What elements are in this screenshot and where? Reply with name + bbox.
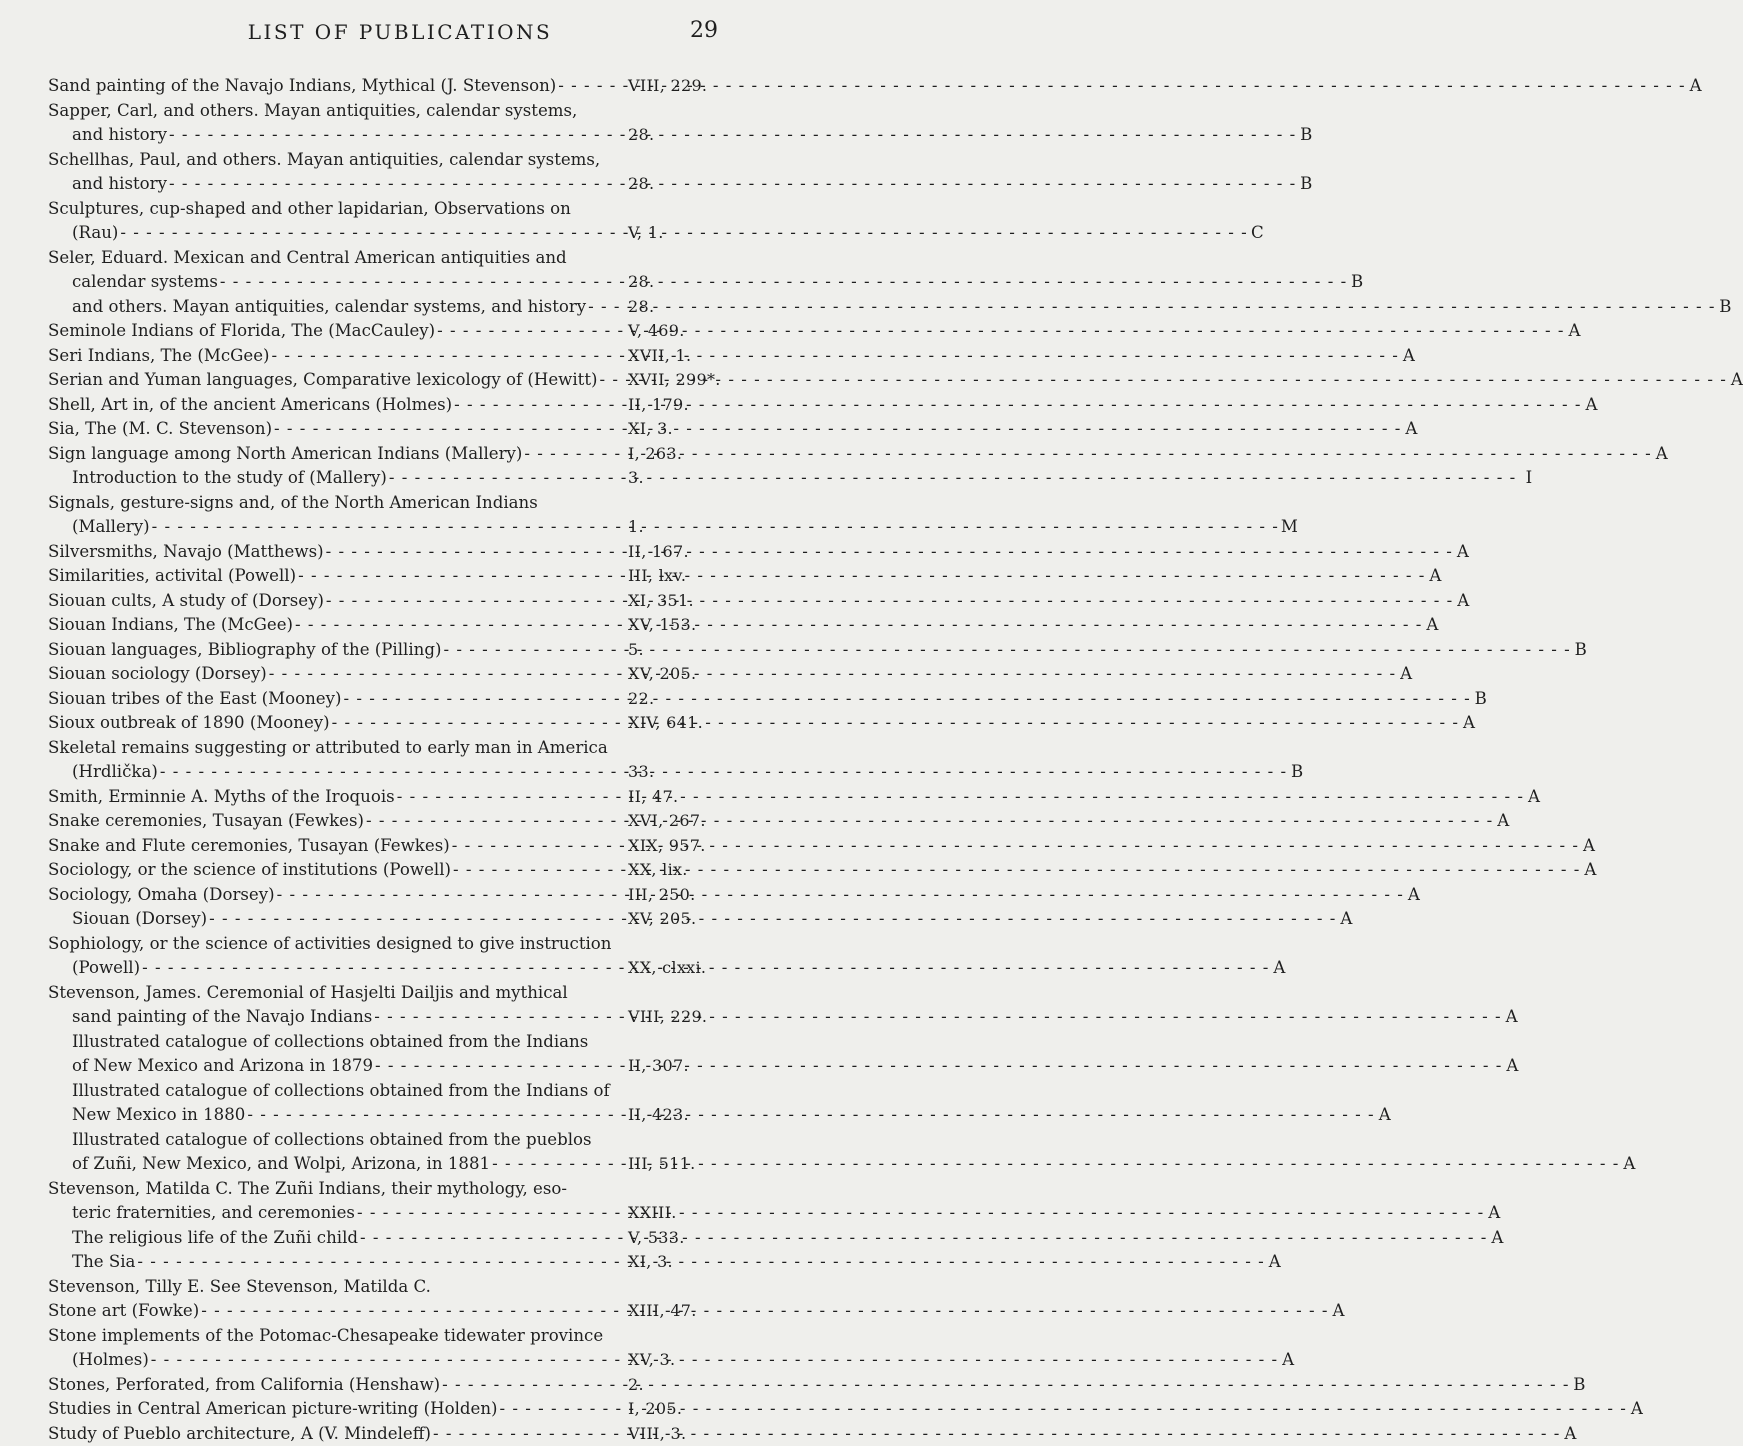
volume-page-reference: XV, 205. — [628, 907, 696, 932]
index-entry — [0, 1201, 800, 1226]
index-entry — [0, 858, 800, 883]
entry-text-block — [48, 442, 618, 467]
volume-page-reference: XV, 205. — [628, 662, 696, 687]
index-entry — [0, 319, 800, 344]
volume-page-reference: III, 511. — [628, 1152, 695, 1177]
entry-text-block — [48, 589, 618, 614]
volume-page-reference: VIII, 229. — [628, 1005, 707, 1030]
index-entry — [0, 564, 800, 589]
index-entry — [0, 785, 800, 810]
series-letter: A — [1495, 809, 1509, 834]
index-entry — [0, 270, 800, 295]
volume-page-reference: XVII, 299*. — [628, 368, 721, 393]
entry-title: (Rau) — [72, 221, 118, 246]
entry-text-block — [72, 907, 618, 932]
entry-text-block — [48, 1177, 626, 1202]
index-entry — [0, 589, 800, 614]
volume-page-reference: 28. — [628, 295, 654, 320]
page — [0, 0, 800, 1344]
dot-leader — [298, 564, 1425, 589]
volume-page-reference: XVI, 267. — [628, 809, 706, 834]
series-letter: A — [1398, 662, 1412, 687]
entry-title: Stevenson, Matilda C. The Zuñi Indians, their mythology, eso- — [48, 1177, 567, 1202]
entry-title: Siouan (Dorsey) — [72, 907, 207, 932]
entry-title: of New Mexico and Arizona in 1879 — [72, 1054, 373, 1079]
entry-text-block — [48, 613, 618, 638]
entry-text-block — [72, 123, 618, 148]
entry-title: Stone implements of the Potomac-Chesapeake tidewater province — [48, 1324, 603, 1349]
dot-leader — [453, 858, 1580, 883]
entry-title: Sculptures, cup-shaped and other lapidarian, Observations on — [48, 197, 571, 222]
entry-text-block — [72, 1103, 618, 1128]
series-letter: A — [1406, 883, 1420, 908]
entry-title: Skeletal remains suggesting or attributed to early man in America — [48, 736, 608, 761]
entry-text-block — [72, 1348, 618, 1373]
entry-title: The religious life of the Zuñi child — [72, 1226, 358, 1251]
entry-title: and history — [72, 123, 167, 148]
entry-title: Seler, Eduard. Mexican and Central American antiquities and — [48, 246, 567, 271]
dot-leader — [152, 515, 1279, 540]
entry-text-block — [48, 883, 618, 908]
index-entry — [0, 1397, 800, 1422]
entry-title: Sia, The (M. C. Stevenson) — [48, 417, 272, 442]
entry-text-block — [72, 1030, 626, 1055]
entry-title: The Sia — [72, 1250, 135, 1275]
volume-page-reference: XXIII. — [628, 1201, 677, 1226]
dot-leader — [443, 638, 1570, 663]
dot-leader — [389, 466, 1516, 491]
index-entry — [0, 1348, 800, 1373]
series-letter: B — [1298, 123, 1312, 148]
index-entry — [0, 1250, 800, 1275]
dot-leader — [452, 834, 1579, 859]
entry-title: Introduction to the study of (Mallery) — [72, 466, 387, 491]
entry-text-block — [48, 344, 618, 369]
dot-leader — [201, 1299, 1328, 1324]
volume-page-reference: II, 167. — [628, 540, 689, 565]
entry-text-block — [48, 197, 626, 222]
dot-leader — [588, 295, 1715, 320]
entry-title: Snake ceremonies, Tusayan (Fewkes) — [48, 809, 364, 834]
entry-title: calendar systems — [72, 270, 218, 295]
series-letter: A — [1331, 1299, 1345, 1324]
entry-title: Sand painting of the Navajo Indians, Mythical (J. Stevenson) — [48, 74, 556, 99]
dot-leader — [151, 1348, 1278, 1373]
entry-title: Siouan languages, Bibliography of the (Pilling) — [48, 638, 441, 663]
series-letter: A — [1455, 589, 1469, 614]
volume-page-reference: XIV, 641. — [628, 711, 703, 736]
index-entry — [0, 1030, 800, 1055]
entry-title: Serian and Yuman languages, Comparative lexicology of (Hewitt) — [48, 368, 598, 393]
entry-title: Sign language among North American Indians (Mallery) — [48, 442, 522, 467]
dot-leader — [326, 589, 1453, 614]
volume-page-reference: XV, 3. — [628, 1348, 675, 1373]
entry-text-block — [48, 687, 618, 712]
entry-title: Signals, gesture-signs and, of the North American Indians — [48, 491, 538, 516]
entry-title: Study of Pueblo architecture, A (V. Mindeleff) — [48, 1422, 431, 1446]
dot-leader — [600, 368, 1727, 393]
volume-page-reference: II, 179. — [628, 393, 689, 418]
page-title: LIST OF PUBLICATIONS — [0, 20, 800, 44]
index-entry — [0, 662, 800, 687]
volume-page-reference: 28. — [628, 172, 654, 197]
volume-page-reference: III, 250. — [628, 883, 695, 908]
volume-page-reference: V, 533. — [628, 1226, 685, 1251]
dot-leader — [272, 344, 1399, 369]
entry-text-block — [72, 172, 618, 197]
entry-text-block — [48, 809, 618, 834]
volume-page-reference: XIII, 47. — [628, 1299, 697, 1324]
index-entry — [0, 466, 800, 491]
volume-page-reference: V, 469. — [628, 319, 685, 344]
entry-title: (Holmes) — [72, 1348, 149, 1373]
volume-page-reference: 33. — [628, 760, 654, 785]
volume-page-reference: XIX, 957. — [628, 834, 706, 859]
entry-text-block — [72, 295, 618, 320]
index-entry — [0, 711, 800, 736]
series-letter: A — [1583, 393, 1597, 418]
entry-text-block — [48, 393, 618, 418]
entry-title: Shell, Art in, of the ancient Americans (Holmes) — [48, 393, 452, 418]
entry-title: Smith, Erminnie A. Myths of the Iroquois — [48, 785, 395, 810]
entry-title: (Mallery) — [72, 515, 150, 540]
entry-text-block — [72, 270, 618, 295]
series-letter: A — [1654, 442, 1668, 467]
entry-title: Illustrated catalogue of collections obtained from the pueblos — [72, 1128, 592, 1153]
series-letter: A — [1562, 1422, 1576, 1446]
entry-title: sand painting of the Navajo Indians — [72, 1005, 372, 1030]
volume-page-reference: XV, 153. — [628, 613, 696, 638]
index-entry — [0, 99, 800, 124]
series-letter: A — [1489, 1226, 1503, 1251]
entry-text-block — [48, 99, 626, 124]
entry-text-block — [48, 1324, 626, 1349]
entry-text-block — [48, 834, 618, 859]
entry-text-block — [72, 1201, 618, 1226]
series-letter: B — [1298, 172, 1312, 197]
entry-title: Stones, Perforated, from California (Henshaw) — [48, 1373, 440, 1398]
index-entry — [0, 246, 800, 271]
index-entry — [0, 981, 800, 1006]
volume-page-reference: XVII, 1. — [628, 344, 691, 369]
dot-leader — [220, 270, 1347, 295]
entry-title: Sociology, or the science of institutions (Powell) — [48, 858, 451, 883]
entry-text-block — [48, 319, 618, 344]
volume-page-reference: I, 263. — [628, 442, 682, 467]
dot-leader — [277, 883, 1404, 908]
running-header — [0, 18, 800, 48]
series-letter: A — [1267, 1250, 1281, 1275]
series-letter: A — [1401, 344, 1415, 369]
index-entry — [0, 736, 800, 761]
entry-text-block — [48, 638, 618, 663]
index-entry — [0, 1324, 800, 1349]
entry-text-block — [72, 1250, 618, 1275]
volume-page-reference: XI, 351. — [628, 589, 694, 614]
entry-text-block — [72, 956, 618, 981]
volume-page-reference: 28. — [628, 123, 654, 148]
series-letter: B — [1289, 760, 1303, 785]
entry-text-block — [48, 785, 618, 810]
dot-leader — [524, 442, 1651, 467]
dot-leader — [169, 123, 1296, 148]
index-entry — [0, 1054, 800, 1079]
entry-text-block — [72, 1128, 626, 1153]
entry-text-block — [48, 736, 626, 761]
dot-leader — [209, 907, 1336, 932]
index-entry — [0, 1128, 800, 1153]
entry-text-block — [48, 417, 618, 442]
publication-index-list — [0, 74, 800, 1446]
entry-title: Seminole Indians of Florida, The (MacCauley) — [48, 319, 435, 344]
dot-leader — [343, 687, 1470, 712]
series-letter: A — [1629, 1397, 1643, 1422]
index-entry — [0, 613, 800, 638]
index-entry — [0, 540, 800, 565]
entry-title: New Mexico in 1880 — [72, 1103, 245, 1128]
entry-text-block — [72, 466, 618, 491]
series-letter: A — [1427, 564, 1441, 589]
entry-text-block — [72, 1054, 618, 1079]
dot-leader — [332, 711, 1459, 736]
volume-page-reference: III, lxv. — [628, 564, 686, 589]
series-letter: A — [1566, 319, 1580, 344]
volume-page-reference: XI, 3. — [628, 1250, 673, 1275]
index-entry — [0, 515, 800, 540]
entry-title: Studies in Central American picture-writing (Holden) — [48, 1397, 498, 1422]
entry-text-block — [48, 148, 626, 173]
index-entry — [0, 491, 800, 516]
volume-page-reference: 1. — [628, 515, 644, 540]
index-entry — [0, 883, 800, 908]
entry-title: teric fraternities, and ceremonies — [72, 1201, 355, 1226]
series-letter: A — [1581, 834, 1595, 859]
dot-leader — [295, 613, 1422, 638]
dot-leader — [375, 1054, 1502, 1079]
series-letter: M — [1281, 515, 1295, 540]
index-entry — [0, 123, 800, 148]
index-entry — [0, 1079, 800, 1104]
series-letter: B — [1349, 270, 1363, 295]
entry-title: Schellhas, Paul, and others. Mayan antiquities, calendar systems, — [48, 148, 600, 173]
dot-leader — [169, 172, 1296, 197]
entry-text-block — [48, 711, 618, 736]
index-entry — [0, 1275, 800, 1300]
volume-page-reference: II, 47. — [628, 785, 678, 810]
entry-title: Sociology, Omaha (Dorsey) — [48, 883, 275, 908]
series-letter: A — [1271, 956, 1285, 981]
index-entry — [0, 221, 800, 246]
volume-page-reference: VIII, 3. — [628, 1422, 686, 1446]
dot-leader — [326, 540, 1453, 565]
index-entry — [0, 834, 800, 859]
series-letter: C — [1250, 221, 1264, 246]
entry-text-block — [48, 932, 626, 957]
entry-text-block — [48, 662, 618, 687]
volume-page-reference: II, 423. — [628, 1103, 689, 1128]
entry-text-block — [48, 1373, 618, 1398]
volume-page-reference: XI, 3. — [628, 417, 673, 442]
dot-leader — [120, 221, 1247, 246]
index-entry — [0, 1373, 800, 1398]
volume-page-reference: 2. — [628, 1373, 644, 1398]
entry-title: and others. Mayan antiquities, calendar systems, and history — [72, 295, 586, 320]
index-entry — [0, 442, 800, 467]
entry-text-block — [72, 760, 618, 785]
entry-text-block — [72, 1152, 618, 1177]
dot-leader — [433, 1422, 1560, 1446]
dot-leader — [366, 809, 1493, 834]
entry-text-block — [48, 858, 618, 883]
series-letter: B — [1473, 687, 1487, 712]
entry-title: Siouan tribes of the East (Mooney) — [48, 687, 341, 712]
dot-leader — [247, 1103, 1374, 1128]
index-entry — [0, 368, 800, 393]
volume-page-reference: XX, clxxi. — [628, 956, 706, 981]
index-entry — [0, 1152, 800, 1177]
series-letter: A — [1688, 74, 1702, 99]
entry-title: Sioux outbreak of 1890 (Mooney) — [48, 711, 330, 736]
volume-page-reference: 3. — [628, 466, 644, 491]
index-entry — [0, 932, 800, 957]
series-letter: A — [1280, 1348, 1294, 1373]
entry-title: Seri Indians, The (McGee) — [48, 344, 270, 369]
entry-text-block — [72, 515, 618, 540]
entry-text-block — [72, 1079, 626, 1104]
index-entry — [0, 809, 800, 834]
index-entry — [0, 393, 800, 418]
entry-title: Similarities, activital (Powell) — [48, 564, 296, 589]
dot-leader — [374, 1005, 1501, 1030]
entry-title: Illustrated catalogue of collections obtained from the Indians of — [72, 1079, 610, 1104]
dot-leader — [160, 760, 1287, 785]
entry-title: Sophiology, or the science of activities designed to give instruction — [48, 932, 611, 957]
volume-page-reference: 22. — [628, 687, 654, 712]
index-entry — [0, 760, 800, 785]
series-letter: A — [1504, 1005, 1518, 1030]
page-number: 29 — [690, 18, 718, 43]
series-letter: B — [1717, 295, 1731, 320]
entry-text-block — [48, 540, 618, 565]
entry-title: Stevenson, James. Ceremonial of Hasjelti Dailjis and mythical — [48, 981, 568, 1006]
entry-text-block — [48, 368, 618, 393]
volume-page-reference: 28. — [628, 270, 654, 295]
index-entry — [0, 1103, 800, 1128]
index-entry — [0, 907, 800, 932]
entry-title: Illustrated catalogue of collections obtained from the Indians — [72, 1030, 588, 1055]
series-letter: A — [1403, 417, 1417, 442]
index-entry — [0, 172, 800, 197]
series-letter: A — [1338, 907, 1352, 932]
series-letter: A — [1461, 711, 1475, 736]
volume-page-reference: II, 307. — [628, 1054, 689, 1079]
volume-page-reference: XX, lix. — [628, 858, 688, 883]
series-letter: A — [1424, 613, 1438, 638]
entry-text-block — [48, 1299, 618, 1324]
index-entry — [0, 1226, 800, 1251]
series-letter: A — [1582, 858, 1596, 883]
index-entry — [0, 1005, 800, 1030]
series-letter: B — [1571, 1373, 1585, 1398]
series-letter: I — [1518, 466, 1532, 491]
entry-text-block — [48, 1275, 626, 1300]
volume-page-reference: VIII, 229. — [628, 74, 707, 99]
entry-text-block — [48, 1422, 618, 1446]
series-letter: B — [1573, 638, 1587, 663]
dot-leader — [397, 785, 1524, 810]
index-entry — [0, 956, 800, 981]
dot-leader — [269, 662, 1396, 687]
entry-text-block — [48, 74, 618, 99]
entry-text-block — [72, 221, 618, 246]
entry-text-block — [48, 1397, 618, 1422]
dot-leader — [442, 1373, 1569, 1398]
dot-leader — [437, 319, 1564, 344]
entry-text-block — [72, 1005, 618, 1030]
entry-title: (Powell) — [72, 956, 140, 981]
index-entry — [0, 1177, 800, 1202]
entry-title: (Hrdlička) — [72, 760, 158, 785]
dot-leader — [558, 74, 1685, 99]
entry-text-block — [72, 1226, 618, 1251]
entry-text-block — [48, 564, 618, 589]
index-entry — [0, 197, 800, 222]
volume-page-reference: I, 205. — [628, 1397, 682, 1422]
entry-title: Sapper, Carl, and others. Mayan antiquities, calendar systems, — [48, 99, 577, 124]
entry-text-block — [48, 981, 626, 1006]
index-entry — [0, 687, 800, 712]
series-letter: A — [1377, 1103, 1391, 1128]
dot-leader — [454, 393, 1581, 418]
entry-title: of Zuñi, New Mexico, and Wolpi, Arizona, in 1881 — [72, 1152, 490, 1177]
entry-text-block — [48, 246, 626, 271]
index-entry — [0, 1299, 800, 1324]
entry-title: Stevenson, Tilly E. See Stevenson, Matilda C. — [48, 1275, 431, 1300]
series-letter: A — [1455, 540, 1469, 565]
index-entry — [0, 148, 800, 173]
index-entry — [0, 295, 800, 320]
dot-leader — [274, 417, 1401, 442]
entry-title: Stone art (Fowke) — [48, 1299, 199, 1324]
series-letter: A — [1729, 368, 1743, 393]
series-letter: A — [1526, 785, 1540, 810]
entry-title: and history — [72, 172, 167, 197]
entry-title: Siouan cults, A study of (Dorsey) — [48, 589, 324, 614]
dot-leader — [137, 1250, 1264, 1275]
index-entry — [0, 1422, 800, 1446]
series-letter: A — [1504, 1054, 1518, 1079]
entry-text-block — [48, 491, 626, 516]
entry-title: Siouan Indians, The (McGee) — [48, 613, 293, 638]
index-entry — [0, 74, 800, 99]
series-letter: A — [1621, 1152, 1635, 1177]
index-entry — [0, 417, 800, 442]
entry-title: Silversmiths, Navajo (Matthews) — [48, 540, 324, 565]
index-entry — [0, 638, 800, 663]
index-entry — [0, 344, 800, 369]
volume-page-reference: 5. — [628, 638, 644, 663]
entry-title: Snake and Flute ceremonies, Tusayan (Fewkes) — [48, 834, 450, 859]
volume-page-reference: V, 1. — [628, 221, 664, 246]
dot-leader — [357, 1201, 1484, 1226]
dot-leader — [360, 1226, 1487, 1251]
series-letter: A — [1486, 1201, 1500, 1226]
entry-title: Siouan sociology (Dorsey) — [48, 662, 267, 687]
